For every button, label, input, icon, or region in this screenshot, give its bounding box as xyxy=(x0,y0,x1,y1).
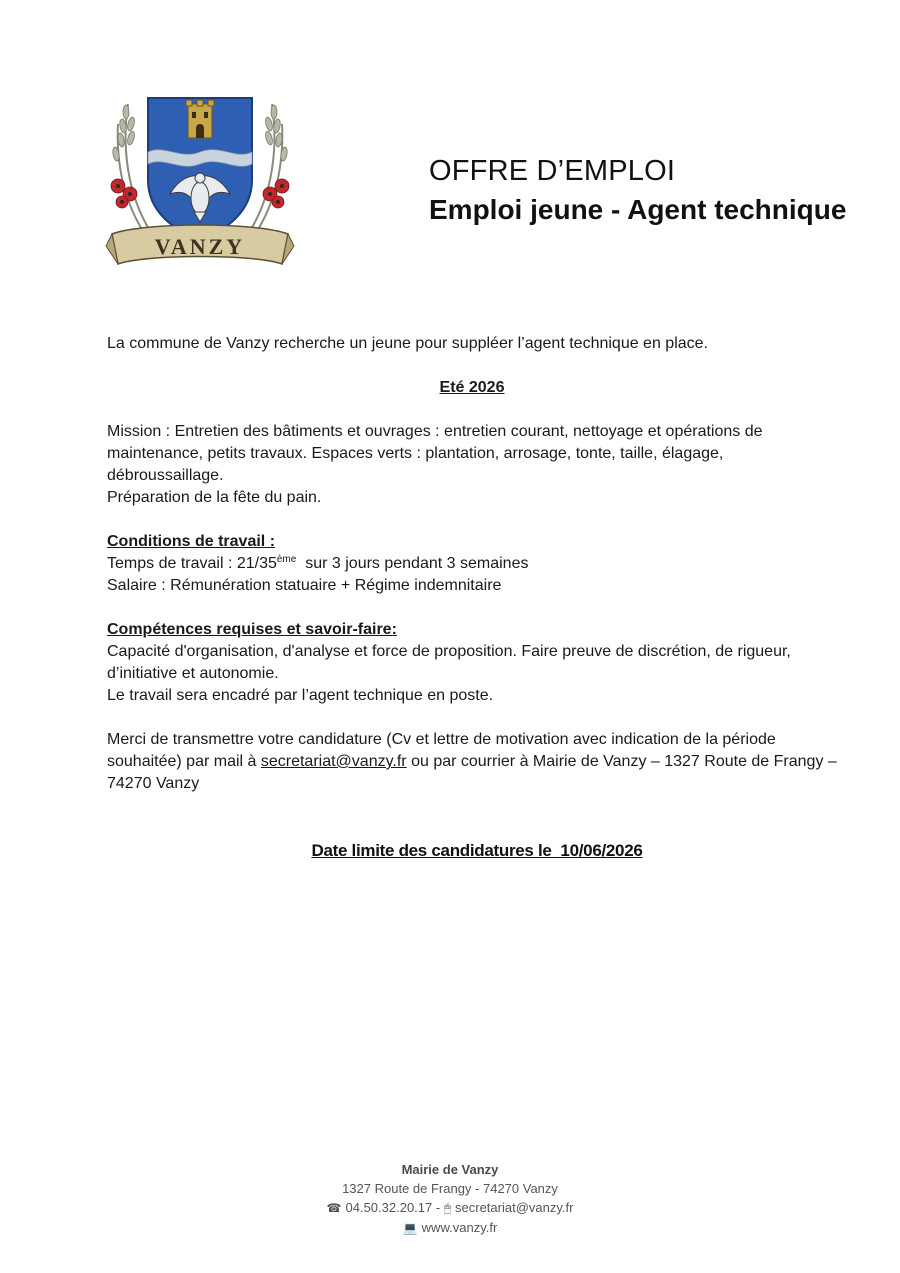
work-time-prefix: Temps de travail : 21/35 xyxy=(107,555,277,572)
footer-email[interactable]: secretariat@vanzy.fr xyxy=(455,1200,574,1215)
vanzy-coat-of-arms-logo xyxy=(104,94,296,274)
logo-town-name: VANZY xyxy=(154,234,246,259)
offer-kicker: OFFRE D’EMPLOI xyxy=(429,155,676,187)
application-text xyxy=(107,729,837,795)
computer-icon: 💻 xyxy=(402,1221,418,1235)
salary-text: Salaire : Rémunération statuaire + Régime indemnitaire xyxy=(107,577,502,594)
deadline-text: Date limite des candidatures le 10/06/2026 xyxy=(311,841,643,860)
supervision-text: Le travail sera encadré par l’agent technique en poste. xyxy=(107,687,494,704)
intro-text: La commune de Vanzy recherche un jeune pour suppléer l’agent technique en place. xyxy=(107,335,708,352)
work-time-suffix: sur 3 jours pendant 3 semaines xyxy=(296,555,529,572)
footer-web xyxy=(0,1218,900,1238)
offer-heading xyxy=(429,152,846,230)
conditions-heading: Conditions de travail : xyxy=(107,533,276,550)
footer xyxy=(0,1160,900,1238)
work-time xyxy=(107,553,837,575)
offer-body xyxy=(107,333,837,795)
application-after: ou par courrier à Mairie de Vanzy – 1327 Route de Frangy – 74270 Vanzy xyxy=(107,753,837,792)
footer-contact xyxy=(0,1198,900,1218)
footer-address: 1327 Route de Frangy - 74270 Vanzy xyxy=(342,1181,558,1196)
mouse-icon: 🖱 xyxy=(443,1201,452,1215)
season-label: Eté 2026 xyxy=(439,379,505,396)
application-before: Merci de transmettre votre candidature (Cv et lettre de motivation avec indication de la période souhaitée) par mail à xyxy=(107,731,776,770)
footer-phone: 04.50.32.20.17 - xyxy=(345,1200,444,1215)
footer-website[interactable]: www.vanzy.fr xyxy=(421,1220,498,1235)
mission-text: Mission : Entretien des bâtiments et ouvrages : entretien courant, nettoyage et opérations de maintenance, petits travaux. Espaces verts : plantation, arrosage, tonte, taille, élagage, débroussaillage. xyxy=(107,423,763,484)
application-email-link[interactable]: secretariat@vanzy.fr xyxy=(260,753,407,770)
skills-heading: Compétences requises et savoir-faire: xyxy=(107,621,397,638)
offer-title: Emploi jeune - Agent technique xyxy=(429,194,847,225)
mission-extra: Préparation de la fête du pain. xyxy=(107,489,322,506)
phone-icon: ☎ xyxy=(326,1201,342,1215)
footer-org: Mairie de Vanzy xyxy=(401,1162,499,1177)
work-time-sup: ème xyxy=(276,554,297,565)
skills-text: Capacité d'organisation, d'analyse et force de proposition. Faire preuve de discrétion, de rigueur, d’initiative et autonomie. xyxy=(107,643,791,682)
